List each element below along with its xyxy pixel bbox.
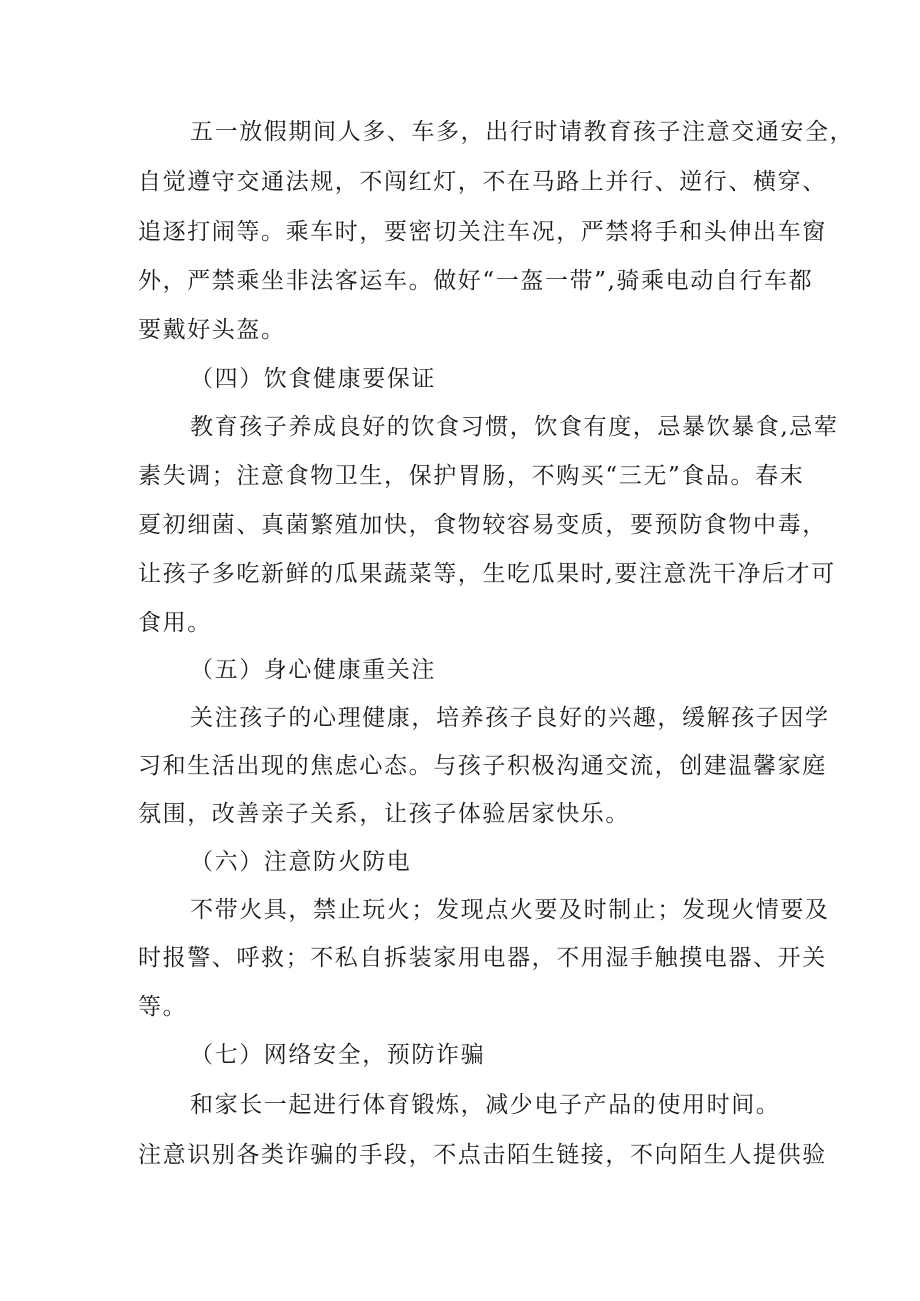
paragraph-network-line-1: 和家长一起进行体育锻炼，减少电子产品的使用时间。 [190,1092,781,1118]
paragraph-traffic-line-2: 自觉遵守交通法规，不闯红灯，不在马路上并行、逆行、横穿、 [138,169,827,195]
paragraph-diet-line-3: 夏初细菌、真菌繁殖加快，食物较容易变质，要预防食物中毒， [138,512,827,538]
section-heading-mental-health: （五）身心健康重关注 [190,657,436,683]
paragraph-mental-line-3: 氛围，改善亲子关系，让孩子体验居家快乐。 [138,801,630,827]
section-heading-network-safety: （七）网络安全，预防诈骗 [190,1042,486,1068]
paragraph-fire-line-2: 时报警、呼救；不私自拆装家用电器，不用湿手触摸电器、开关 [138,945,827,971]
paragraph-diet-line-5: 食用。 [138,610,212,636]
paragraph-fire-line-3: 等。 [138,994,188,1020]
paragraph-diet-line-1: 教育孩子养成良好的饮食习惯，饮食有度，忌暴饮暴食,忌荤 [190,414,839,440]
paragraph-traffic-line-4: 外，严禁乘坐非法客运车。做好“一盔一带”,骑乘电动自行车都 [138,268,814,294]
section-heading-fire-safety: （六）注意防火防电 [190,849,412,875]
section-heading-diet: （四）饮食健康要保证 [190,366,436,392]
paragraph-diet-line-4: 让孩子多吃新鲜的瓜果蔬菜等，生吃瓜果时,要注意洗干净后才可 [138,561,836,587]
paragraph-traffic-line-3: 追逐打闹等。乘车时，要密切关注车况，严禁将手和头伸出车窗 [138,219,827,245]
paragraph-mental-line-1: 关注孩子的心理健康，培养孩子良好的兴趣，缓解孩子因学 [190,705,830,731]
paragraph-fire-line-1: 不带火具，禁止玩火；发现点火要及时制止；发现火情要及 [190,897,830,923]
paragraph-traffic-line-1: 五一放假期间人多、车多，出行时请教育孩子注意交通安全， [190,119,855,145]
paragraph-network-line-2: 注意识别各类诈骗的手段，不点击陌生链接，不向陌生人提供验 [138,1142,827,1168]
paragraph-traffic-line-5: 要戴好头盔。 [138,317,286,343]
paragraph-mental-line-2: 习和生活出现的焦虑心态。与孩子积极沟通交流，创建温馨家庭 [138,753,827,779]
paragraph-diet-line-2: 素失调；注意食物卫生，保护胃肠，不购买“三无”食品。春末 [138,463,805,489]
